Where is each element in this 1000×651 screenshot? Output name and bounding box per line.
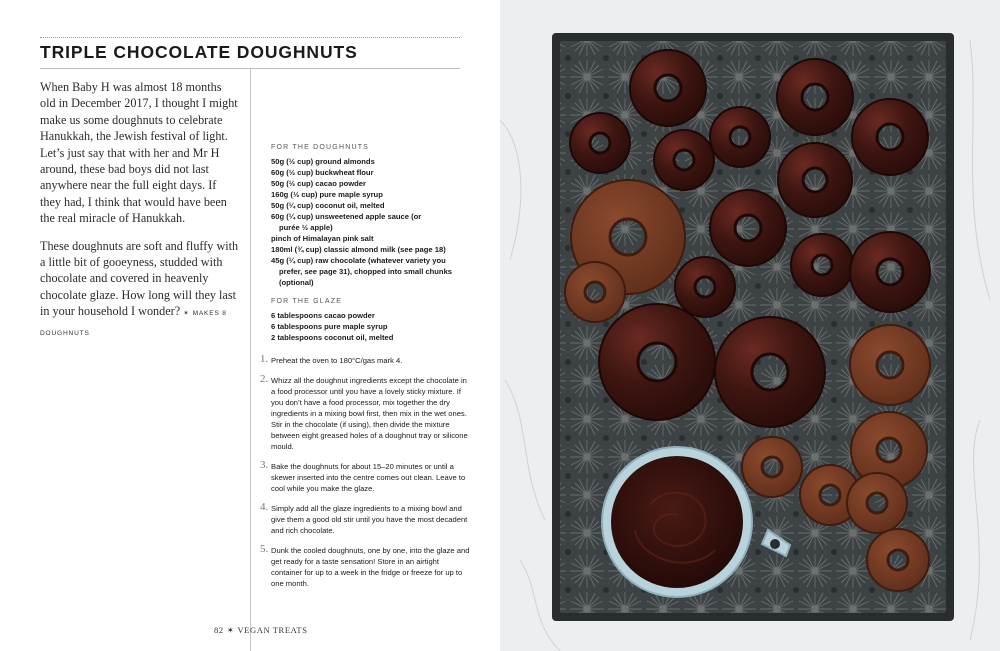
method-step	[260, 503, 470, 536]
doughnuts-section-title: FOR THE DOUGHNUTS	[271, 144, 370, 151]
ingredient-item: 45g (¼ cup) raw chocolate (whatever variety you	[271, 256, 446, 265]
glazed-doughnut	[852, 99, 928, 175]
ingredient-item: 60g (¼ cup) unsweetened apple sauce (or	[271, 212, 422, 221]
plain-doughnut	[742, 437, 802, 497]
ingredient-item: pinch of Himalayan pink salt	[271, 234, 374, 243]
method-step	[260, 461, 470, 494]
glazed-doughnut	[710, 107, 770, 167]
step-text: Preheat the oven to 180°C/gas mark 4.	[271, 356, 403, 365]
doughnut-ingredients-list	[271, 156, 471, 288]
step-text: Bake the doughnuts for about 15–20 minutes or until a skewer inserted into the centre comes out clean. Leave to cool while you make the glaze.	[271, 462, 466, 493]
glazed-doughnut	[777, 59, 853, 135]
ingredient-item: 160g (½ cup) pure maple syrup	[271, 190, 383, 199]
step-number: 4.	[260, 501, 269, 513]
ingredient-item: 60g (½ cup) buckwheat flour	[271, 168, 374, 177]
glazed-doughnut	[599, 304, 715, 420]
step-text: Dunk the cooled doughnuts, one by one, into the glaze and get ready for a taste sensation! Store in an airtight container for up to a week in the fridge or freeze for up to one month.	[271, 546, 470, 588]
page-number: 82	[214, 625, 224, 635]
step-number: 1.	[260, 353, 269, 365]
intro-paragraph-2-text: These doughnuts are soft and fluffy with a little bit of gooeyness, studded with chocolate and covered in heavenly chocolate glaze. How long will they last in your household I wonder?	[40, 238, 239, 319]
glazed-doughnut	[654, 130, 714, 190]
ingredient-item: 2 tablespoons coconut oil, melted	[271, 333, 394, 342]
top-dotted-rule	[40, 37, 460, 38]
method-step	[260, 375, 470, 452]
glazed-doughnut	[570, 113, 630, 173]
ingredient-item: (optional)	[279, 278, 314, 287]
plain-doughnut	[867, 529, 929, 591]
ingredient-item: prefer, see page 31), chopped into small chunks	[279, 267, 453, 276]
intro-paragraph-2	[40, 238, 240, 342]
ingredient-item: 6 tablespoons pure maple syrup	[271, 322, 388, 331]
glazed-doughnut	[710, 190, 786, 266]
glazed-doughnut	[675, 257, 735, 317]
ingredients-block	[271, 142, 471, 351]
doughnuts-photo	[500, 0, 1000, 651]
step-number: 2.	[260, 373, 269, 385]
step-number: 5.	[260, 543, 269, 555]
ingredient-item: 6 tablespoons cacao powder	[271, 311, 375, 320]
glaze-ingredients-list	[271, 310, 471, 343]
method-steps	[260, 355, 470, 598]
bowl-handle-hole	[770, 539, 780, 549]
step-text: Simply add all the glaze ingredients to a mixing bowl and give them a good old stir until you have the most decadent and rich chocolate.	[271, 504, 468, 535]
glazed-doughnut	[715, 317, 825, 427]
page-footer	[214, 625, 308, 636]
ingredient-item: 50g (½ cup) ground almonds	[271, 157, 375, 166]
plain-doughnut	[565, 262, 625, 322]
glazed-doughnut	[791, 234, 853, 296]
intro-paragraph-1: When Baby H was almost 18 months old in December 2017, I thought I might make us some doughnuts to celebrate Hanukkah, the Jewish festival of light. Let’s just say that with her and Mr H around, these bad boys did not last anywhere near the full eight days. If they had, I think that would have been the real miracle of Hanukkah.	[40, 80, 238, 226]
ingredient-item: 50g (½ cup) cacao powder	[271, 179, 366, 188]
step-number: 3.	[260, 459, 269, 471]
recipe-title: TRIPLE CHOCOLATE DOUGHNUTS	[40, 42, 358, 62]
chocolate-glaze	[611, 456, 743, 588]
method-step	[260, 355, 470, 366]
ingredient-item: purée ½ apple)	[279, 223, 333, 232]
step-text: Whizz all the doughnut ingredients except the chocolate in a food processor until you have a lovely sticky mixture. If you don’t have a food processor, mix together the dry ingredients in a mixing bowl first, then mix in the wet ones. Stir in the chocolate (if using), then divide the mixture between eight greased holes of a doughnut tray or silicone mould.	[271, 376, 468, 451]
ingredient-item: 180ml (¾ cup) classic almond milk (see page 18)	[271, 245, 446, 254]
photo-page	[500, 0, 1000, 651]
plain-doughnut	[850, 325, 930, 405]
footer-separator-icon: ✶	[226, 625, 235, 635]
column-divider	[250, 69, 251, 651]
ingredient-item: 50g (¼ cup) coconut oil, melted	[271, 201, 385, 210]
glaze-section-title: FOR THE GLAZE	[271, 298, 343, 305]
method-step	[260, 545, 470, 589]
glazed-doughnut	[850, 232, 930, 312]
intro-text	[40, 79, 240, 353]
glazed-doughnut	[630, 50, 706, 126]
makes-count: MAKES 8 DOUGHNUTS	[40, 310, 227, 337]
section-name: VEGAN TREATS	[237, 625, 308, 635]
plain-doughnut	[847, 473, 907, 533]
makes-separator: ✶	[183, 310, 190, 318]
glazed-doughnut	[778, 143, 852, 217]
